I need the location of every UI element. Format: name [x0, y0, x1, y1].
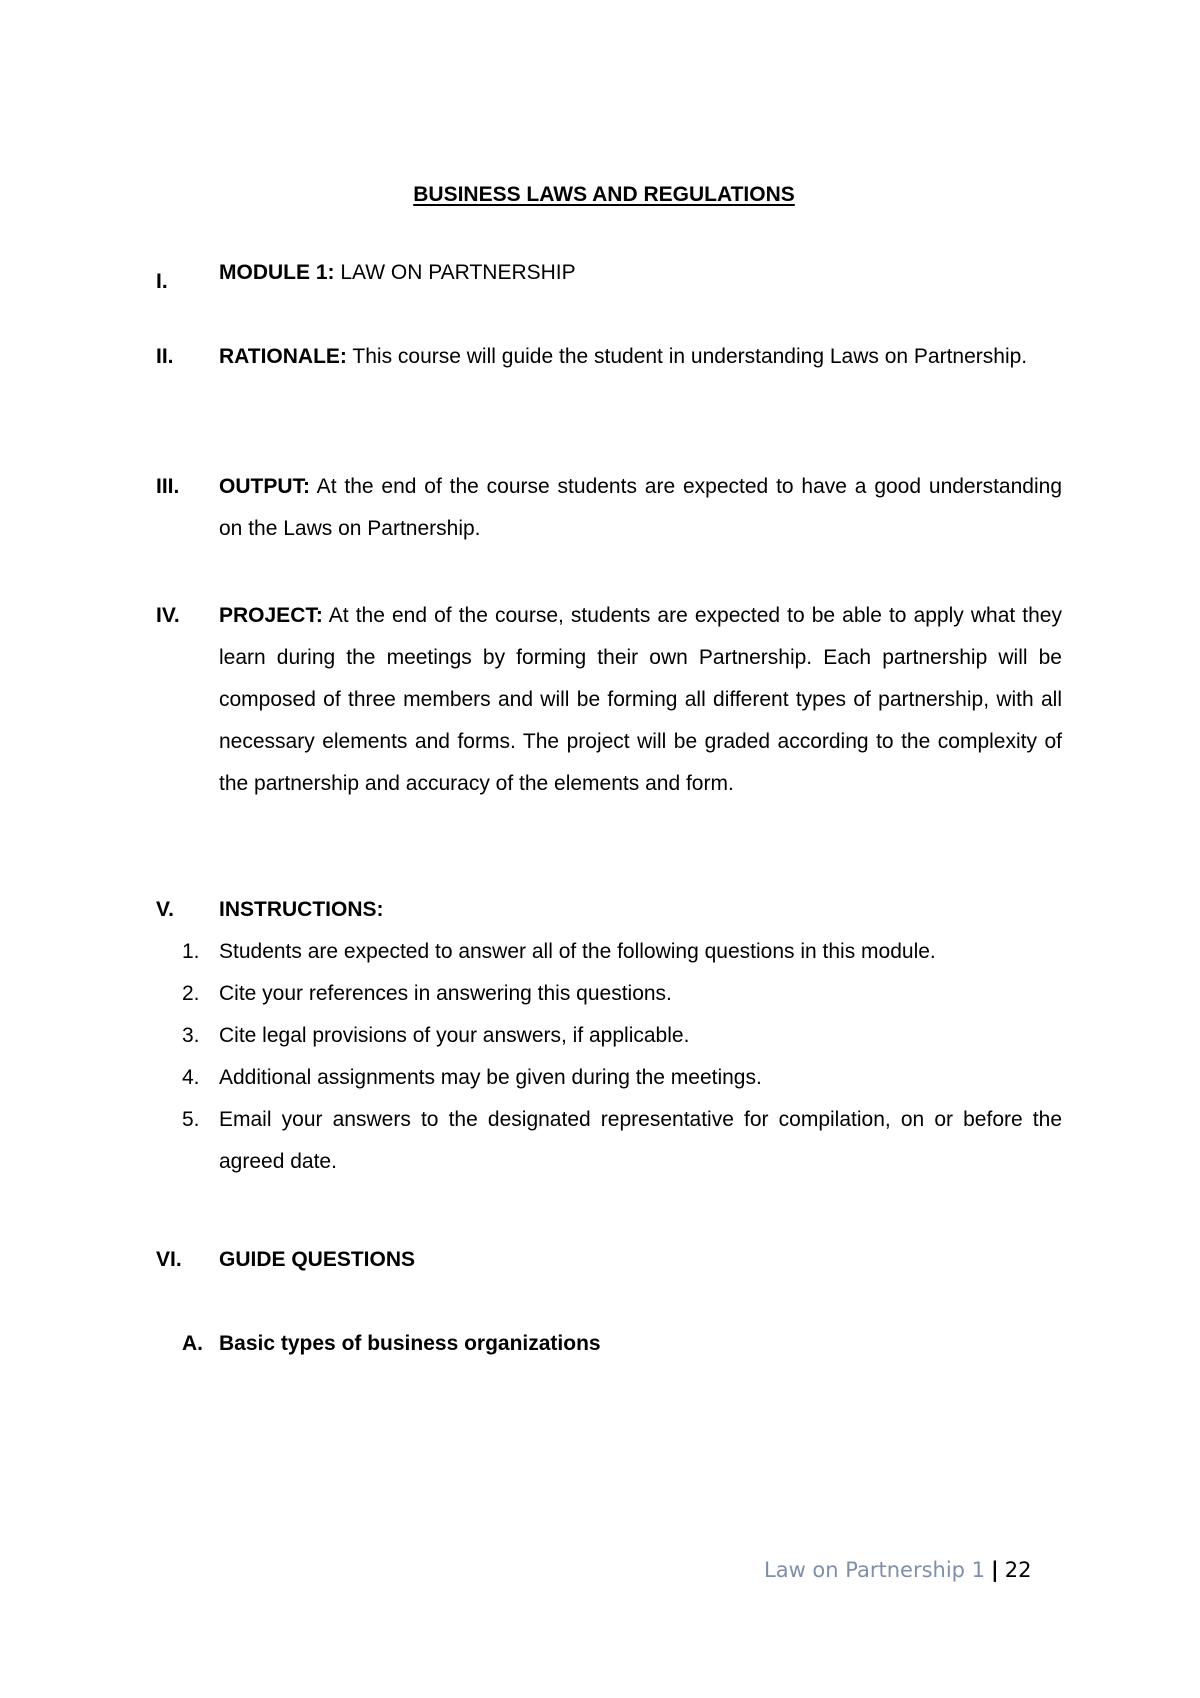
list-item-text: Cite your references in answering this questions.: [219, 982, 672, 1005]
subsection-letter: A.: [182, 1332, 203, 1355]
section-number: III.: [156, 475, 180, 498]
section-number: VI.: [156, 1248, 182, 1271]
list-item-number: 4.: [182, 1066, 200, 1089]
section-text: This course will guide the student in understanding Laws on Partnership.: [346, 345, 1028, 368]
section-label: INSTRUCTIONS:: [219, 898, 384, 921]
footer-label: Law on Partnership 1: [764, 1558, 986, 1582]
section-number: IV.: [156, 604, 180, 627]
list-item-number: 2.: [182, 982, 200, 1005]
section-number: V.: [156, 898, 174, 921]
list-item-number: 1.: [182, 940, 200, 963]
page-number: 22: [1004, 1558, 1032, 1582]
section-label: MODULE 1:: [219, 261, 335, 284]
list-item-text: Additional assignments may be given during the meetings.: [219, 1066, 762, 1089]
section-text: LAW ON PARTNERSHIP: [334, 261, 576, 284]
subsection-text: Basic types of business organizations: [219, 1332, 601, 1355]
section-label: RATIONALE:: [219, 345, 347, 368]
section-label: PROJECT:: [219, 604, 323, 627]
section-number: II.: [156, 345, 174, 368]
list-item-text: Cite legal provisions of your answers, if applicable.: [219, 1024, 690, 1047]
section-text: At the end of the course, students are expected to be able to apply what they learn during the meetings by forming their own Partnership. Each partnership will be composed of three members and will be forming all different types of partnership, with all necessary elements and forms. The project will be graded according to the complexity of the partnership and accuracy of the elements and form.: [219, 604, 1062, 795]
document-title: BUSINESS LAWS AND REGULATIONS: [413, 183, 795, 206]
section-label: OUTPUT:: [219, 475, 310, 498]
page-footer: [764, 1558, 1031, 1582]
section-number: I.: [156, 270, 168, 293]
list-item-number: 5.: [182, 1108, 200, 1131]
list-item-text: Students are expected to answer all of the following questions in this module.: [219, 940, 936, 963]
list-item-number: 3.: [182, 1024, 200, 1047]
list-item-text: Email your answers to the designated representative for compilation, on or before the agreed date.: [219, 1108, 1062, 1173]
footer-separator: |: [991, 1558, 999, 1582]
section-text: At the end of the course students are expected to have a good understanding on the Laws on Partnership.: [219, 475, 1062, 540]
section-label: GUIDE QUESTIONS: [219, 1248, 416, 1271]
